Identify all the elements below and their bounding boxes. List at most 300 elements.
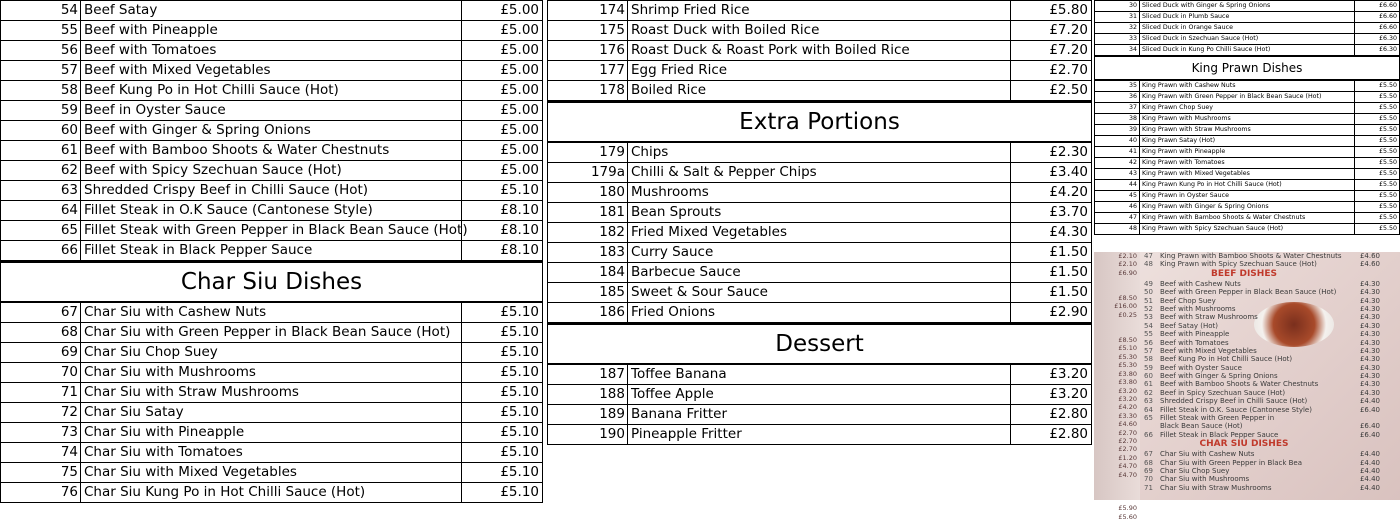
item-name: Shrimp Fried Rice [628, 1, 1011, 21]
item-price: £5.50 [1355, 202, 1400, 213]
item-number: 45 [1095, 191, 1140, 202]
menu-row [1, 443, 543, 463]
menu-row [1, 121, 543, 141]
menu-row [548, 223, 1092, 243]
menu-row [1, 363, 543, 383]
item-name: Char Siu with Mushrooms [81, 363, 462, 383]
photo-left-price: £4.70 [1118, 462, 1137, 471]
menu-row [1, 463, 543, 483]
photo-item-price: £4.40 [1359, 483, 1380, 492]
item-price: £5.10 [462, 483, 543, 503]
item-number: 30 [1095, 1, 1140, 12]
item-number: 42 [1095, 158, 1140, 169]
photo-menu-line [1144, 355, 1394, 363]
photo-item-name: Shredded Crispy Beef in Chilli Sauce (Hot) [1160, 397, 1308, 406]
item-number: 41 [1095, 147, 1140, 158]
item-price: £5.00 [462, 41, 543, 61]
photo-item-number: 64 [1144, 405, 1153, 414]
menu-row [548, 385, 1092, 405]
photo-menu-line [1144, 475, 1394, 483]
photo-left-price: £5.30 [1118, 352, 1137, 361]
item-name: Shredded Crispy Beef in Chilli Sauce (Hot) [81, 181, 462, 201]
item-number: 181 [548, 203, 628, 223]
photo-item-price: £6.40 [1359, 422, 1380, 431]
menu-row [548, 263, 1092, 283]
item-name: Bean Sprouts [628, 203, 1011, 223]
menu-row [1095, 180, 1400, 191]
menu-row [548, 61, 1092, 81]
photo-menu-line [1144, 347, 1394, 355]
photo-item-name: Beef with Cashew Nuts [1160, 279, 1241, 288]
item-name: Barbecue Sauce [628, 263, 1011, 283]
photo-item-price: £4.40 [1359, 397, 1380, 406]
item-name: King Prawn with Green Pepper in Black Bean Sauce (Hot) [1140, 92, 1355, 103]
item-price: £3.70 [1011, 203, 1092, 223]
item-number: 62 [1, 161, 81, 181]
photo-menu-line [1144, 280, 1394, 288]
item-price: £5.50 [1355, 81, 1400, 92]
item-price: £5.50 [1355, 125, 1400, 136]
photo-menu-line [1144, 372, 1394, 380]
item-price: £6.30 [1355, 34, 1400, 45]
menu-photo [1094, 252, 1400, 521]
photo-item-price: £4.30 [1359, 363, 1380, 372]
photo-left-price [1094, 479, 1140, 487]
photo-item-price: £4.30 [1359, 304, 1380, 313]
item-name: Fried Onions [628, 303, 1011, 323]
photo-item-number: 51 [1144, 296, 1153, 305]
item-price: £4.20 [1011, 183, 1092, 203]
photo-item-name: Beef Satay (Hot) [1160, 321, 1218, 330]
item-number: 69 [1, 343, 81, 363]
photo-item-number: 62 [1144, 388, 1153, 397]
menu-row [1095, 114, 1400, 125]
item-number: 58 [1, 81, 81, 101]
photo-item-price: £4.30 [1359, 330, 1380, 339]
item-price: £5.00 [462, 121, 543, 141]
photo-item-name: Char Siu Chop Suey [1160, 466, 1230, 475]
item-price: £3.20 [1011, 385, 1092, 405]
photo-left-price: £1.20 [1118, 453, 1137, 462]
menu-row [1095, 34, 1400, 45]
photo-item-number: 47 [1144, 252, 1153, 260]
item-name: Beef with Pineapple [81, 21, 462, 41]
dessert-heading: Dessert [547, 323, 1092, 364]
item-number: 31 [1095, 12, 1140, 23]
item-name: Sliced Duck in Plumb Sauce [1140, 12, 1355, 23]
item-price: £5.50 [1355, 224, 1400, 235]
menu-row [548, 163, 1092, 183]
menu-row [1095, 92, 1400, 103]
photo-menu-line [1144, 431, 1394, 439]
photo-left-strip [1094, 252, 1140, 521]
photo-left-price: £2.70 [1118, 445, 1137, 454]
menu-row [1, 201, 543, 221]
menu-row [1, 1, 543, 21]
king-prawn-dishes-table [1094, 80, 1400, 235]
item-name: Char Siu with Cashew Nuts [81, 303, 462, 323]
menu-row [548, 425, 1092, 445]
item-number: 180 [548, 183, 628, 203]
item-number: 47 [1095, 213, 1140, 224]
photo-item-price: £4.30 [1359, 388, 1380, 397]
photo-item-price: £6.40 [1359, 430, 1380, 439]
item-price: £5.50 [1355, 191, 1400, 202]
item-number: 174 [548, 1, 628, 21]
photo-menu-line [1144, 459, 1394, 467]
item-number: 60 [1, 121, 81, 141]
item-name: King Prawn with Cashew Nuts [1140, 81, 1355, 92]
menu-row [1095, 1, 1400, 12]
item-price: £5.10 [462, 303, 543, 323]
item-number: 76 [1, 483, 81, 503]
item-number: 190 [548, 425, 628, 445]
photo-menu-line [1144, 406, 1394, 414]
menu-row [1095, 45, 1400, 56]
item-name: Beef Kung Po in Hot Chilli Sauce (Hot) [81, 81, 462, 101]
menu-row [1, 21, 543, 41]
menu-row [1, 181, 543, 201]
item-number: 74 [1, 443, 81, 463]
item-name: Beef with Spicy Szechuan Sauce (Hot) [81, 161, 462, 181]
photo-menu-line [1144, 339, 1394, 347]
item-number: 178 [548, 81, 628, 101]
menu-row [1095, 147, 1400, 158]
photo-item-number: 55 [1144, 330, 1153, 339]
item-name: Char Siu with Straw Mushrooms [81, 383, 462, 403]
photo-menu-line [1144, 389, 1394, 397]
item-name: King Prawn in Oyster Sauce [1140, 191, 1355, 202]
item-price: £8.10 [462, 201, 543, 221]
photo-menu-line [1144, 422, 1394, 430]
photo-menu-line [1144, 330, 1394, 338]
menu-row [1, 383, 543, 403]
item-price: £1.50 [1011, 243, 1092, 263]
menu-row [1, 323, 543, 343]
photo-item-name: King Prawn with Bamboo Shoots & Water Chestnuts [1160, 252, 1342, 260]
menu-row [1095, 202, 1400, 213]
item-number: 184 [548, 263, 628, 283]
item-number: 48 [1095, 224, 1140, 235]
menu-row [548, 203, 1092, 223]
menu-row [548, 143, 1092, 163]
item-number: 75 [1, 463, 81, 483]
photo-left-price [1094, 487, 1140, 495]
photo-left-price [1094, 328, 1140, 336]
item-price: £5.00 [462, 141, 543, 161]
photo-item-number: 71 [1144, 483, 1153, 492]
item-name: Roast Duck & Roast Pork with Boiled Rice [628, 41, 1011, 61]
item-number: 56 [1, 41, 81, 61]
photo-left-price: £2.70 [1118, 436, 1137, 445]
photo-item-name: Fillet Steak with Green Pepper in [1160, 414, 1275, 423]
item-number: 35 [1095, 81, 1140, 92]
item-price: £2.30 [1011, 143, 1092, 163]
photo-menu-line [1144, 252, 1394, 260]
photo-char-siu-dishes-heading: CHAR SIU DISHES [1199, 439, 1289, 450]
item-price: £8.10 [462, 221, 543, 241]
item-name: Boiled Rice [628, 81, 1011, 101]
item-name: Sliced Duck in Szechuan Sauce (Hot) [1140, 34, 1355, 45]
item-price: £5.00 [462, 161, 543, 181]
item-name: Beef with Tomatoes [81, 41, 462, 61]
item-name: Fried Mixed Vegetables [628, 223, 1011, 243]
photo-item-price: £4.40 [1359, 450, 1380, 459]
menu-row [1, 423, 543, 443]
item-number: 70 [1, 363, 81, 383]
photo-item-price: £4.40 [1359, 458, 1380, 467]
item-name: Chips [628, 143, 1011, 163]
photo-item-name: Char Siu with Cashew Nuts [1160, 450, 1255, 459]
menu-column-middle [547, 0, 1092, 445]
item-name: Toffee Banana [628, 365, 1011, 385]
photo-left-price: £0.25 [1118, 310, 1137, 319]
item-name: King Prawn Satay (Hot) [1140, 136, 1355, 147]
item-price: £7.20 [1011, 41, 1092, 61]
item-price: £5.10 [462, 403, 543, 423]
photo-menu-line [1144, 450, 1394, 458]
menu-row [1095, 158, 1400, 169]
item-price: £3.20 [1011, 365, 1092, 385]
item-name: Sweet & Sour Sauce [628, 283, 1011, 303]
photo-left-price [1094, 496, 1140, 504]
item-name: King Prawn with Pineapple [1140, 147, 1355, 158]
photo-item-name: Char Siu with Mushrooms [1160, 475, 1250, 484]
photo-left-price: £8.50 [1118, 336, 1137, 345]
photo-menu-line [1144, 467, 1394, 475]
menu-row [1, 303, 543, 323]
menu-column-right-small [1094, 0, 1400, 235]
item-number: 68 [1, 323, 81, 343]
item-name: King Prawn with Bamboo Shoots & Water Chestnuts [1140, 213, 1355, 224]
photo-item-price: £4.60 [1359, 260, 1380, 269]
photo-item-number: 58 [1144, 355, 1153, 364]
item-number: 32 [1095, 23, 1140, 34]
photo-item-number: 70 [1144, 475, 1153, 484]
menu-row [548, 183, 1092, 203]
menu-row [548, 41, 1092, 61]
item-price: £5.10 [462, 443, 543, 463]
item-number: 37 [1095, 103, 1140, 114]
photo-item-number: 59 [1144, 363, 1153, 372]
menu-row [1, 221, 543, 241]
item-price: £5.10 [462, 323, 543, 343]
beef-dishes-table [0, 0, 543, 261]
item-number: 57 [1, 61, 81, 81]
item-number: 64 [1, 201, 81, 221]
menu-row [548, 405, 1092, 425]
photo-item-number: 50 [1144, 288, 1153, 297]
item-price: £3.40 [1011, 163, 1092, 183]
item-price: £5.50 [1355, 147, 1400, 158]
menu-row [1, 141, 543, 161]
menu-row [1095, 81, 1400, 92]
item-name: King Prawn with Spicy Szechuan Sauce (Hot) [1140, 224, 1355, 235]
menu-row [1, 343, 543, 363]
menu-row [1, 483, 543, 503]
item-price: £8.10 [462, 241, 543, 261]
item-number: 176 [548, 41, 628, 61]
photo-item-price: £4.30 [1359, 313, 1380, 322]
photo-left-price: £4.60 [1118, 420, 1137, 429]
item-price: £5.00 [462, 81, 543, 101]
menu-row [1, 161, 543, 181]
item-price: £5.10 [462, 181, 543, 201]
item-name: Beef Satay [81, 1, 462, 21]
item-price: £5.80 [1011, 1, 1092, 21]
photo-menu-line [1144, 297, 1394, 305]
item-number: 55 [1, 21, 81, 41]
photo-menu-line [1144, 380, 1394, 388]
item-number: 65 [1, 221, 81, 241]
item-number: 189 [548, 405, 628, 425]
photo-menu-line [1144, 397, 1394, 405]
photo-item-price: £4.30 [1359, 288, 1380, 297]
item-price: £2.90 [1011, 303, 1092, 323]
char-siu-dishes-table [0, 302, 543, 503]
photo-item-price: £4.30 [1359, 279, 1380, 288]
menu-column-left [0, 0, 543, 503]
item-price: £1.50 [1011, 283, 1092, 303]
item-name: Char Siu Chop Suey [81, 343, 462, 363]
char-siu-dishes-heading: Char Siu Dishes [0, 261, 543, 302]
menu-row [1, 101, 543, 121]
menu-row [1095, 23, 1400, 34]
photo-item-number: 49 [1144, 279, 1153, 288]
item-name: Beef with Bamboo Shoots & Water Chestnuts [81, 141, 462, 161]
item-number: 186 [548, 303, 628, 323]
item-name: Sliced Duck in Kung Po Chilli Sauce (Hot) [1140, 45, 1355, 56]
item-number: 46 [1095, 202, 1140, 213]
photo-item-price: £4.30 [1359, 296, 1380, 305]
item-number: 54 [1, 1, 81, 21]
photo-item-name: Char Siu with Straw Mushrooms [1160, 483, 1272, 492]
item-number: 59 [1, 101, 81, 121]
item-name: Sliced Duck with Ginger & Spring Onions [1140, 1, 1355, 12]
item-name: Char Siu Kung Po in Hot Chilli Sauce (Hot) [81, 483, 462, 503]
photo-item-number: 57 [1144, 346, 1153, 355]
menu-row [548, 1, 1092, 21]
photo-left-price: £3.20 [1118, 386, 1137, 395]
photo-item-price: £4.40 [1359, 466, 1380, 475]
item-number: 177 [548, 61, 628, 81]
item-price: £5.50 [1355, 213, 1400, 224]
item-number: 187 [548, 365, 628, 385]
item-number: 44 [1095, 180, 1140, 191]
item-number: 182 [548, 223, 628, 243]
item-price: £1.50 [1011, 263, 1092, 283]
photo-left-price: £5.90 [1118, 504, 1137, 513]
photo-left-price: £6.90 [1118, 268, 1137, 277]
item-price: £2.70 [1011, 61, 1092, 81]
photo-item-number: 68 [1144, 458, 1153, 467]
item-price: £6.60 [1355, 23, 1400, 34]
item-name: Beef in Oyster Sauce [81, 101, 462, 121]
item-name: King Prawn with Mixed Vegetables [1140, 169, 1355, 180]
photo-menu-line [1144, 288, 1394, 296]
item-number: 34 [1095, 45, 1140, 56]
photo-left-price [1094, 319, 1140, 327]
photo-left-price: £16.00 [1114, 302, 1137, 311]
item-name: Fillet Steak in O.K Sauce (Cantonese Style) [81, 201, 462, 221]
photo-item-number: 54 [1144, 321, 1153, 330]
item-price: £7.20 [1011, 21, 1092, 41]
item-price: £5.10 [462, 463, 543, 483]
item-number: 38 [1095, 114, 1140, 125]
photo-item-price: £4.30 [1359, 321, 1380, 330]
photo-item-name: Beef with Green Pepper in Black Bean Sauce (Hot) [1160, 288, 1337, 297]
item-price: £5.00 [462, 21, 543, 41]
item-price: £5.50 [1355, 103, 1400, 114]
item-number: 39 [1095, 125, 1140, 136]
photo-left-price: £8.50 [1118, 294, 1137, 303]
item-name: Roast Duck with Boiled Rice [628, 21, 1011, 41]
menu-row [548, 303, 1092, 323]
item-number: 33 [1095, 34, 1140, 45]
extra-portions-heading: Extra Portions [547, 101, 1092, 142]
photo-item-number: 60 [1144, 372, 1153, 381]
item-price: £5.00 [462, 61, 543, 81]
photo-item-name: Beef with Bamboo Shoots & Water Chestnuts [1160, 380, 1319, 389]
photo-left-price: £4.70 [1118, 470, 1137, 479]
extra-portions-table [547, 142, 1092, 323]
photo-left-price: £5.10 [1118, 344, 1137, 353]
item-number: 66 [1, 241, 81, 261]
menu-row [1, 41, 543, 61]
item-name: Beef with Ginger & Spring Onions [81, 121, 462, 141]
item-number: 179a [548, 163, 628, 183]
item-name: Egg Fried Rice [628, 61, 1011, 81]
menu-row [548, 243, 1092, 263]
photo-item-name: Beef with Tomatoes [1160, 338, 1229, 347]
item-name: King Prawn Chop Suey [1140, 103, 1355, 114]
item-number: 175 [548, 21, 628, 41]
photo-menu-line [1144, 313, 1394, 321]
menu-row [1095, 136, 1400, 147]
photo-item-price: £4.60 [1359, 252, 1380, 260]
item-price: £5.50 [1355, 180, 1400, 191]
photo-left-price [1094, 286, 1140, 294]
photo-item-price: £4.40 [1359, 475, 1380, 484]
item-price: £5.10 [462, 383, 543, 403]
photo-item-number: 52 [1144, 304, 1153, 313]
item-number: 63 [1, 181, 81, 201]
item-price: £5.50 [1355, 169, 1400, 180]
photo-menu-line [1144, 322, 1394, 330]
item-price: £5.00 [462, 1, 543, 21]
item-name: Char Siu with Green Pepper in Black Bean Sauce (Hot) [81, 323, 462, 343]
photo-item-price: £6.40 [1359, 405, 1380, 414]
photo-menu-line [1144, 484, 1394, 492]
photo-left-price: £3.80 [1118, 369, 1137, 378]
item-name: Char Siu with Mixed Vegetables [81, 463, 462, 483]
item-name: Char Siu with Tomatoes [81, 443, 462, 463]
item-name: King Prawn with Ginger & Spring Onions [1140, 202, 1355, 213]
item-name: Sliced Duck in Orange Sauce [1140, 23, 1355, 34]
photo-item-name: Fillet Steak in Black Pepper Sauce [1160, 430, 1279, 439]
item-number: 67 [1, 303, 81, 323]
item-price: £4.30 [1011, 223, 1092, 243]
photo-menu-list [1144, 252, 1394, 492]
item-number: 72 [1, 403, 81, 423]
dessert-table [547, 364, 1092, 445]
item-price: £5.50 [1355, 92, 1400, 103]
menu-row [1, 403, 543, 423]
item-name: Pineapple Fritter [628, 425, 1011, 445]
item-name: Mushrooms [628, 183, 1011, 203]
item-number: 43 [1095, 169, 1140, 180]
item-name: King Prawn with Straw Mushrooms [1140, 125, 1355, 136]
